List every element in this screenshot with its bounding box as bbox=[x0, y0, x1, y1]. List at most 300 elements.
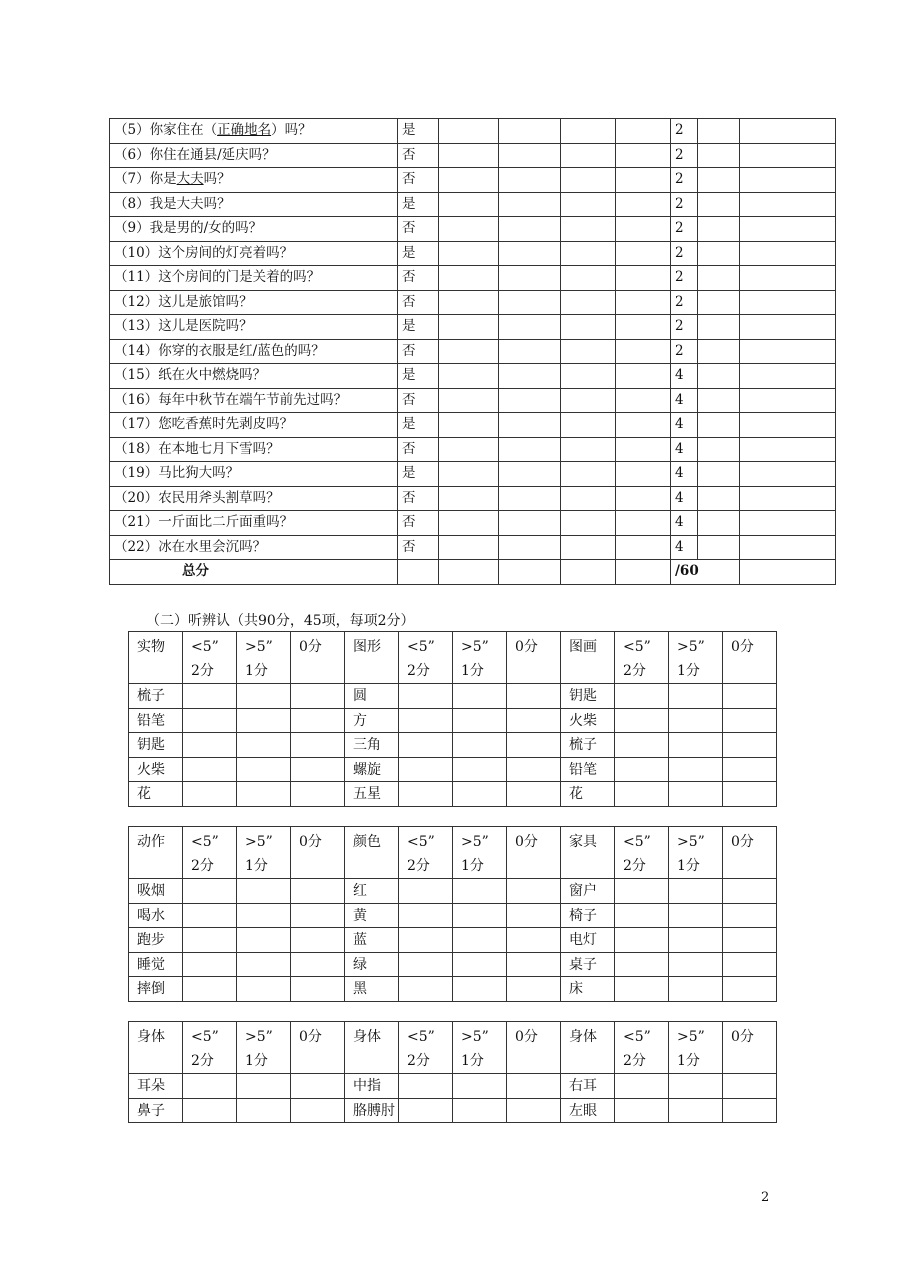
category-header: 动作 bbox=[129, 827, 183, 879]
answer-cell: 否 bbox=[398, 535, 439, 560]
question-row bbox=[110, 535, 836, 560]
score-cell bbox=[183, 708, 237, 733]
score-cell bbox=[723, 1074, 777, 1099]
blank-cell bbox=[740, 217, 836, 242]
score-header-label: <5” bbox=[191, 834, 219, 850]
score-cell bbox=[399, 708, 453, 733]
blank-cell bbox=[698, 315, 740, 340]
score-cell bbox=[237, 708, 291, 733]
score-cell bbox=[507, 903, 561, 928]
score-header-label: >5” bbox=[461, 1029, 489, 1045]
question-row bbox=[110, 315, 836, 340]
blank-cell bbox=[616, 437, 671, 462]
score-cell bbox=[669, 782, 723, 807]
blank-cell bbox=[698, 241, 740, 266]
question-number: （18） bbox=[114, 440, 159, 457]
score-cell bbox=[291, 879, 345, 904]
question-text bbox=[110, 413, 398, 438]
blank-cell bbox=[740, 290, 836, 315]
blank-cell bbox=[740, 560, 836, 585]
category-header: 图画 bbox=[561, 632, 615, 684]
score-header-label: <5” bbox=[407, 1029, 435, 1045]
score-cell bbox=[723, 684, 777, 709]
header-row bbox=[129, 632, 777, 684]
blank-cell bbox=[740, 168, 836, 193]
question-number: （15） bbox=[114, 367, 159, 383]
category-header: 实物 bbox=[129, 632, 183, 684]
item-name: 喝水 bbox=[129, 903, 183, 928]
blank-cell bbox=[561, 290, 616, 315]
question-number: （21） bbox=[114, 514, 159, 530]
score-cell bbox=[291, 928, 345, 953]
blank-cell bbox=[616, 217, 671, 242]
blank-cell bbox=[561, 266, 616, 291]
item-row bbox=[129, 952, 777, 977]
score-cell bbox=[399, 684, 453, 709]
item-name: 窗户 bbox=[561, 879, 615, 904]
score-header-gt5 bbox=[669, 1022, 723, 1074]
blank-cell bbox=[561, 388, 616, 413]
score-cell bbox=[507, 952, 561, 977]
blank-cell bbox=[698, 388, 740, 413]
question-number: （9） bbox=[114, 220, 150, 236]
question-text bbox=[110, 217, 398, 242]
total-score: /60 bbox=[671, 560, 740, 585]
question-row bbox=[110, 290, 836, 315]
score-cell bbox=[237, 952, 291, 977]
blank-cell bbox=[698, 119, 740, 144]
category-header: 图形 bbox=[345, 632, 399, 684]
score-header-lt5 bbox=[183, 827, 237, 879]
score-cell bbox=[237, 1098, 291, 1123]
score-header-gt5 bbox=[237, 827, 291, 879]
blank-cell bbox=[698, 168, 740, 193]
score-header-lt5 bbox=[615, 632, 669, 684]
question-row bbox=[110, 388, 836, 413]
item-name: 摔倒 bbox=[129, 977, 183, 1002]
question-row bbox=[110, 511, 836, 536]
blank-cell bbox=[698, 217, 740, 242]
question-text-part: 我是男的/女的吗？ bbox=[149, 220, 263, 236]
score-cell bbox=[669, 952, 723, 977]
item-name: 钥匙 bbox=[561, 684, 615, 709]
blank-cell bbox=[616, 560, 671, 585]
score-cell bbox=[669, 757, 723, 782]
blank-cell bbox=[439, 437, 499, 462]
blank-cell bbox=[616, 266, 671, 291]
blank-cell bbox=[439, 535, 499, 560]
blank-cell bbox=[499, 315, 561, 340]
question-number: （16） bbox=[114, 391, 159, 408]
score-header-gt5 bbox=[453, 827, 507, 879]
category-header: 家具 bbox=[561, 827, 615, 879]
item-name: 桌子 bbox=[561, 952, 615, 977]
answer-cell: 否 bbox=[398, 266, 439, 291]
score-cell bbox=[183, 903, 237, 928]
score-header-gt5 bbox=[237, 632, 291, 684]
total-row bbox=[110, 560, 836, 585]
score-cell bbox=[399, 782, 453, 807]
score-header-gt5 bbox=[669, 632, 723, 684]
blank-cell bbox=[740, 388, 836, 413]
item-name: 铅笔 bbox=[561, 757, 615, 782]
score-header-points: 2分 bbox=[191, 1053, 214, 1069]
score-header-label: >5” bbox=[461, 639, 489, 655]
item-name: 红 bbox=[345, 879, 399, 904]
score-cell bbox=[615, 782, 669, 807]
answer-cell: 否 bbox=[398, 217, 439, 242]
question-number: （7） bbox=[114, 171, 150, 187]
recognition-table-2 bbox=[128, 826, 777, 1002]
answer-cell: 是 bbox=[398, 315, 439, 340]
score-header-points: 1分 bbox=[677, 858, 700, 874]
score-cell bbox=[291, 952, 345, 977]
blank-cell bbox=[439, 388, 499, 413]
item-name: 中指 bbox=[345, 1074, 399, 1099]
score-cell bbox=[723, 782, 777, 807]
score-header-label: >5” bbox=[677, 639, 705, 655]
blank-cell bbox=[698, 511, 740, 536]
score-cell bbox=[723, 977, 777, 1002]
score-cell bbox=[507, 977, 561, 1002]
score-cell bbox=[453, 928, 507, 953]
blank-cell bbox=[499, 437, 561, 462]
question-text-part: ）吗？ bbox=[271, 122, 312, 138]
score-cell bbox=[615, 977, 669, 1002]
score-header-lt5 bbox=[183, 632, 237, 684]
blank-cell bbox=[561, 535, 616, 560]
blank-cell bbox=[561, 192, 616, 217]
blank-cell bbox=[499, 364, 561, 389]
score-cell bbox=[615, 1098, 669, 1123]
score-header-gt5 bbox=[237, 1022, 291, 1074]
score-cell bbox=[237, 903, 291, 928]
points-cell: 4 bbox=[671, 437, 698, 462]
blank-cell bbox=[561, 560, 616, 585]
score-header-lt5 bbox=[399, 1022, 453, 1074]
blank-cell bbox=[439, 290, 499, 315]
score-cell bbox=[237, 757, 291, 782]
blank-cell bbox=[499, 560, 561, 585]
score-header-lt5 bbox=[615, 1022, 669, 1074]
blank-cell bbox=[616, 364, 671, 389]
score-cell bbox=[183, 879, 237, 904]
blank-cell bbox=[616, 241, 671, 266]
item-name: 五星 bbox=[345, 782, 399, 807]
item-name: 蓝 bbox=[345, 928, 399, 953]
score-header-lt5 bbox=[183, 1022, 237, 1074]
item-name: 火柴 bbox=[561, 708, 615, 733]
item-name: 耳朵 bbox=[129, 1074, 183, 1099]
item-name: 绿 bbox=[345, 952, 399, 977]
score-cell bbox=[453, 757, 507, 782]
blank-cell bbox=[439, 511, 499, 536]
score-header-label: <5” bbox=[623, 834, 651, 850]
score-cell bbox=[183, 684, 237, 709]
answer-cell: 是 bbox=[398, 462, 439, 487]
answer-cell: 否 bbox=[398, 290, 439, 315]
score-header-zero: 0分 bbox=[291, 1022, 345, 1074]
question-number: （6） bbox=[114, 146, 150, 163]
item-row bbox=[129, 757, 777, 782]
answer-cell: 否 bbox=[398, 388, 439, 413]
score-cell bbox=[723, 757, 777, 782]
points-cell: 2 bbox=[671, 241, 698, 266]
blank-cell bbox=[616, 339, 671, 364]
score-header-points: 1分 bbox=[461, 663, 484, 679]
question-text-part: 我是大夫吗？ bbox=[149, 195, 231, 212]
blank-cell bbox=[561, 413, 616, 438]
answer-cell: 否 bbox=[398, 437, 439, 462]
question-text bbox=[110, 511, 398, 536]
score-header-points: 1分 bbox=[461, 858, 484, 874]
score-header-label: >5” bbox=[677, 1029, 705, 1045]
category-header: 身体 bbox=[561, 1022, 615, 1074]
question-underlined-text: 正确地名 bbox=[217, 122, 272, 138]
question-text bbox=[110, 168, 398, 193]
score-header-label: <5” bbox=[191, 639, 219, 655]
blank-cell bbox=[698, 339, 740, 364]
question-text-part: 这个房间的门是关着的吗？ bbox=[158, 269, 321, 285]
blank-cell bbox=[616, 535, 671, 560]
question-text bbox=[110, 364, 398, 389]
question-text-part: 这儿是医院吗？ bbox=[158, 318, 253, 334]
question-row bbox=[110, 168, 836, 193]
score-cell bbox=[399, 1074, 453, 1099]
question-row bbox=[110, 241, 836, 266]
question-row bbox=[110, 217, 836, 242]
blank-cell bbox=[499, 462, 561, 487]
score-header-points: 1分 bbox=[245, 858, 268, 874]
item-name: 方 bbox=[345, 708, 399, 733]
blank-cell bbox=[616, 192, 671, 217]
score-cell bbox=[183, 733, 237, 758]
score-header-label: <5” bbox=[623, 1029, 651, 1045]
answer-cell: 否 bbox=[398, 168, 439, 193]
question-text-part: 吗？ bbox=[203, 171, 231, 187]
item-name: 花 bbox=[561, 782, 615, 807]
question-text-part: 您吃香蕉时先剥皮吗？ bbox=[158, 416, 294, 432]
score-cell bbox=[237, 977, 291, 1002]
score-cell bbox=[615, 928, 669, 953]
question-text bbox=[110, 192, 398, 217]
blank-cell bbox=[698, 266, 740, 291]
score-header-points: 2分 bbox=[191, 663, 214, 679]
question-text bbox=[110, 315, 398, 340]
score-header-label: <5” bbox=[623, 639, 651, 655]
blank-cell bbox=[561, 364, 616, 389]
blank-cell bbox=[740, 241, 836, 266]
score-cell bbox=[615, 903, 669, 928]
blank-cell bbox=[499, 388, 561, 413]
score-header-points: 1分 bbox=[677, 1053, 700, 1069]
score-cell bbox=[453, 1098, 507, 1123]
question-row bbox=[110, 364, 836, 389]
answer-cell: 是 bbox=[398, 364, 439, 389]
score-cell bbox=[399, 903, 453, 928]
category-header: 身体 bbox=[345, 1022, 399, 1074]
points-cell: 2 bbox=[671, 217, 698, 242]
points-cell: 2 bbox=[671, 143, 698, 168]
question-number: （10） bbox=[114, 244, 159, 261]
item-name: 黄 bbox=[345, 903, 399, 928]
score-header-label: >5” bbox=[245, 834, 273, 850]
item-name: 三角 bbox=[345, 733, 399, 758]
score-cell bbox=[453, 708, 507, 733]
score-header-zero: 0分 bbox=[723, 632, 777, 684]
question-text-part: 每年中秋节在端午节前先过吗？ bbox=[158, 391, 348, 408]
score-cell bbox=[291, 708, 345, 733]
score-cell bbox=[615, 757, 669, 782]
score-header-gt5 bbox=[453, 632, 507, 684]
recognition-table-1 bbox=[128, 631, 777, 807]
score-cell bbox=[291, 757, 345, 782]
score-cell bbox=[507, 879, 561, 904]
score-header-zero: 0分 bbox=[723, 827, 777, 879]
blank-cell bbox=[740, 364, 836, 389]
item-row bbox=[129, 733, 777, 758]
blank-cell bbox=[616, 168, 671, 193]
blank-cell bbox=[499, 511, 561, 536]
score-cell bbox=[615, 879, 669, 904]
answer-cell: 是 bbox=[398, 119, 439, 144]
blank-cell bbox=[616, 413, 671, 438]
item-name: 梳子 bbox=[129, 684, 183, 709]
score-cell bbox=[669, 928, 723, 953]
question-row bbox=[110, 462, 836, 487]
blank-cell bbox=[616, 290, 671, 315]
score-cell bbox=[507, 1098, 561, 1123]
answer-cell: 否 bbox=[398, 511, 439, 536]
score-cell bbox=[291, 733, 345, 758]
blank-cell bbox=[698, 192, 740, 217]
item-row bbox=[129, 977, 777, 1002]
score-header-points: 2分 bbox=[623, 1053, 646, 1069]
item-name: 吸烟 bbox=[129, 879, 183, 904]
answer-cell: 否 bbox=[398, 486, 439, 511]
question-number: （5） bbox=[114, 122, 150, 138]
score-cell bbox=[669, 879, 723, 904]
score-cell bbox=[237, 928, 291, 953]
item-row bbox=[129, 782, 777, 807]
item-name: 钥匙 bbox=[129, 733, 183, 758]
score-cell bbox=[507, 928, 561, 953]
points-cell: 4 bbox=[671, 511, 698, 536]
score-cell bbox=[723, 879, 777, 904]
blank-cell bbox=[499, 192, 561, 217]
score-cell bbox=[291, 782, 345, 807]
score-header-points: 1分 bbox=[677, 663, 700, 679]
score-cell bbox=[615, 952, 669, 977]
points-cell: 2 bbox=[671, 315, 698, 340]
points-cell: 4 bbox=[671, 535, 698, 560]
score-cell bbox=[183, 952, 237, 977]
score-cell bbox=[507, 708, 561, 733]
question-underlined-text: 大夫 bbox=[176, 171, 204, 187]
question-text bbox=[110, 143, 398, 168]
score-cell bbox=[723, 1098, 777, 1123]
yes-no-questions-table bbox=[109, 118, 836, 585]
question-row bbox=[110, 192, 836, 217]
page-number: 2 bbox=[761, 1190, 770, 1205]
score-cell bbox=[399, 952, 453, 977]
question-row bbox=[110, 119, 836, 144]
blank-cell bbox=[698, 535, 740, 560]
score-cell bbox=[615, 733, 669, 758]
blank-cell bbox=[499, 486, 561, 511]
blank-cell bbox=[439, 192, 499, 217]
score-cell bbox=[453, 782, 507, 807]
score-cell bbox=[669, 1074, 723, 1099]
score-cell bbox=[723, 928, 777, 953]
item-name: 跑步 bbox=[129, 928, 183, 953]
score-cell bbox=[399, 977, 453, 1002]
score-cell bbox=[183, 782, 237, 807]
score-cell bbox=[399, 1098, 453, 1123]
question-text-part: 这儿是旅馆吗？ bbox=[158, 293, 253, 310]
blank-cell bbox=[740, 511, 836, 536]
question-text-part: 你是 bbox=[149, 171, 177, 187]
blank-cell bbox=[616, 143, 671, 168]
score-cell bbox=[669, 903, 723, 928]
points-cell: 4 bbox=[671, 388, 698, 413]
score-header-points: 2分 bbox=[623, 663, 646, 679]
score-cell bbox=[453, 977, 507, 1002]
points-cell: 2 bbox=[671, 192, 698, 217]
question-number: （13） bbox=[114, 318, 159, 334]
item-name: 床 bbox=[561, 977, 615, 1002]
blank-cell bbox=[439, 413, 499, 438]
blank-cell bbox=[499, 266, 561, 291]
score-header-gt5 bbox=[453, 1022, 507, 1074]
question-text-part: 马比狗大吗？ bbox=[158, 465, 240, 481]
score-header-lt5 bbox=[615, 827, 669, 879]
blank-cell bbox=[740, 315, 836, 340]
score-header-zero: 0分 bbox=[507, 632, 561, 684]
score-header-lt5 bbox=[399, 632, 453, 684]
blank-cell bbox=[616, 388, 671, 413]
score-cell bbox=[399, 928, 453, 953]
blank-cell bbox=[698, 364, 740, 389]
section-title: （二）听辨认（共90分，45项，每项2分） bbox=[146, 613, 415, 629]
blank-cell bbox=[398, 560, 439, 585]
blank-cell bbox=[439, 217, 499, 242]
score-cell bbox=[291, 684, 345, 709]
blank-cell bbox=[740, 266, 836, 291]
score-cell bbox=[291, 903, 345, 928]
question-text-part: 冰在水里会沉吗？ bbox=[158, 538, 267, 555]
blank-cell bbox=[698, 486, 740, 511]
score-cell bbox=[237, 879, 291, 904]
item-row bbox=[129, 903, 777, 928]
item-name: 睡觉 bbox=[129, 952, 183, 977]
score-header-label: >5” bbox=[677, 834, 705, 850]
score-header-label: <5” bbox=[407, 639, 435, 655]
item-row bbox=[129, 1098, 777, 1123]
question-text bbox=[110, 535, 398, 560]
score-cell bbox=[453, 903, 507, 928]
score-cell bbox=[615, 1074, 669, 1099]
blank-cell bbox=[499, 535, 561, 560]
blank-cell bbox=[698, 290, 740, 315]
item-name: 铅笔 bbox=[129, 708, 183, 733]
item-name: 椅子 bbox=[561, 903, 615, 928]
score-header-points: 1分 bbox=[245, 1053, 268, 1069]
item-name: 梳子 bbox=[561, 733, 615, 758]
score-cell bbox=[453, 684, 507, 709]
score-cell bbox=[615, 708, 669, 733]
item-name: 左眼 bbox=[561, 1098, 615, 1123]
